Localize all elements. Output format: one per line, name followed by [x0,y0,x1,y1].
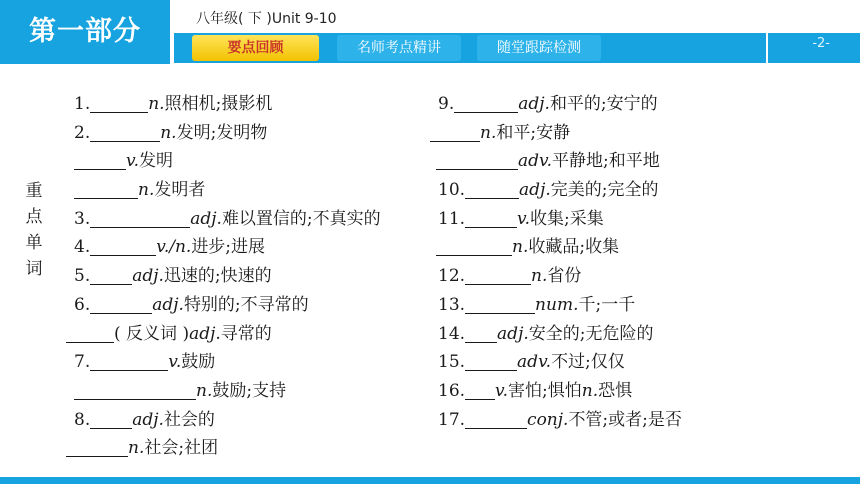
vocab-line [66,233,381,262]
vocab-line [430,147,682,176]
answer-blank[interactable] [465,264,531,285]
meaning: 和平的;安宁的 [549,94,658,114]
section-badge: 第一部分 [0,0,170,64]
answer-blank[interactable] [90,235,156,256]
vocab-line [66,434,381,463]
nav-divider [766,33,768,63]
meaning: 难以置信的;不真实的 [221,208,381,229]
part-of-speech: adj. [190,208,222,229]
part-of-speech: adv. [517,352,552,373]
meaning: 安全的;无危险的 [528,323,654,344]
part-of-speech: v. [168,352,182,373]
vocab-line [430,205,682,234]
part-of-speech: v. [517,208,531,229]
meaning: 平静地;和平地 [552,151,660,172]
answer-blank[interactable] [465,408,527,429]
meaning: 收藏品;收集 [528,237,620,258]
vocab-line [430,90,682,119]
answer-blank[interactable] [465,293,535,314]
item-number: 14. [438,323,466,344]
vocab-line [430,119,682,148]
meaning: 进步;进展 [191,237,266,258]
answer-blank[interactable] [436,235,512,256]
meaning: 发明 [139,151,173,172]
item-number: 15. [438,352,466,373]
meaning: 收集;采集 [530,208,604,229]
answer-blank[interactable] [66,322,114,343]
item-number: 16. [438,380,466,401]
vocab-line [66,262,381,291]
vocab-line [430,176,682,205]
item-number: 10. [438,180,466,201]
part-of-speech: adv. [518,151,553,172]
part-of-speech: n. [581,380,599,401]
vocab-line [430,262,682,291]
part-of-speech: adj. [519,180,551,201]
vocab-line [66,377,381,406]
item-number: 17. [438,409,466,430]
answer-blank[interactable] [90,121,160,142]
side-label-char: 单 [25,233,43,253]
vocab-line [430,233,682,262]
page-number: -2- [812,36,830,51]
part-of-speech: n. [128,438,145,459]
answer-blank[interactable] [90,207,190,228]
meaning: 不过;仅仅 [551,352,625,373]
part-of-speech: adj. [132,266,164,287]
item-number: 8. [74,409,91,430]
part-of-speech: adj. [518,94,550,114]
meaning: 迅速的;快速的 [163,266,272,287]
meaning: 千;一千 [578,294,636,315]
answer-blank[interactable] [436,149,518,170]
answer-blank[interactable] [90,408,132,429]
answer-blank[interactable] [454,92,518,113]
part-of-speech: n. [531,266,548,287]
part-of-speech: adj. [189,323,221,344]
part-of-speech: v. [126,151,139,172]
part-of-speech: adj. [132,409,164,430]
item-number: 9. [438,94,455,114]
tab-practice-check[interactable]: 随堂跟踪检测 [477,35,601,61]
answer-blank[interactable] [90,264,132,285]
answer-blank[interactable] [90,350,168,371]
answer-blank[interactable] [430,121,480,142]
part-of-speech: n. [512,237,529,258]
vocab-list-right [430,90,682,434]
part-of-speech: n. [138,180,155,201]
part-of-speech: n. [160,122,177,143]
part-of-speech: v./n. [156,237,192,258]
part-of-speech: v. [495,380,509,401]
unit-title: 八年级( 下 )Unit 9-10 [196,11,337,27]
part-of-speech: num. [535,294,579,315]
part-of-speech: n. [148,94,165,114]
vocab-line [66,406,381,435]
vocab-line [66,348,381,377]
answer-blank[interactable] [465,350,517,371]
vocab-line [66,119,381,148]
meaning: 特别的;不寻常的 [183,294,309,315]
answer-blank[interactable] [66,436,128,457]
meaning: 社会;社团 [144,438,219,459]
meaning: 发明者 [154,180,206,201]
item-number: 3. [74,208,91,229]
meaning: 不管;或者;是否 [568,409,682,430]
vocab-line [430,406,682,435]
antonym-note: ( 反义词 ) [114,323,190,344]
item-number: 13. [438,294,466,315]
meaning: 省份 [547,266,582,287]
answer-blank[interactable] [90,92,148,113]
meaning: 寻常的 [220,323,272,344]
answer-blank[interactable] [465,322,497,343]
item-number: 1. [74,94,91,114]
meaning: 发明;发明物 [176,122,268,143]
vocab-line [66,291,381,320]
answer-blank[interactable] [74,379,196,400]
side-label [24,178,44,282]
item-number: 11. [438,208,466,229]
answer-blank[interactable] [465,207,517,228]
part-of-speech: adj. [497,323,529,344]
vocab-line [66,90,381,119]
meaning: 鼓励 [181,352,216,373]
part-of-speech: n. [480,122,497,143]
bottom-bar [0,477,860,484]
answer-blank[interactable] [74,178,138,199]
vocab-line [430,291,682,320]
item-number: 5. [74,266,91,287]
answer-blank[interactable] [465,379,495,400]
item-number: 2. [74,122,91,143]
side-label-char: 重 [25,181,43,201]
side-label-char: 词 [25,259,43,279]
answer-blank[interactable] [74,149,126,170]
answer-blank[interactable] [465,178,519,199]
tab-key-points[interactable]: 要点回顾 [192,35,319,61]
meaning: 完美的;完全的 [550,180,659,201]
meaning: 害怕;惧怕 [508,380,582,401]
tab-teacher-explanation[interactable]: 名师考点精讲 [337,35,461,61]
meaning: 和平;安静 [496,122,571,143]
vocab-line [66,205,381,234]
vocab-line [430,348,682,377]
answer-blank[interactable] [90,293,152,314]
meaning: 照相机;摄影机 [164,94,273,114]
meaning: 鼓励;支持 [212,380,287,401]
part-of-speech: n. [196,380,213,401]
vocab-line [430,377,682,406]
item-number: 4. [74,237,91,258]
vocab-line [66,176,381,205]
vocab-line [430,320,682,349]
item-number: 12. [438,266,466,287]
side-label-char: 点 [25,207,43,227]
meaning: 恐惧 [598,380,633,401]
part-of-speech: conj. [527,409,569,430]
item-number: 6. [74,294,91,315]
item-number: 7. [74,352,91,373]
vocab-line [66,320,381,349]
vocab-line [66,147,381,176]
meaning: 社会的 [163,409,215,430]
vocab-list-left [66,90,381,463]
part-of-speech: adj. [152,294,184,315]
